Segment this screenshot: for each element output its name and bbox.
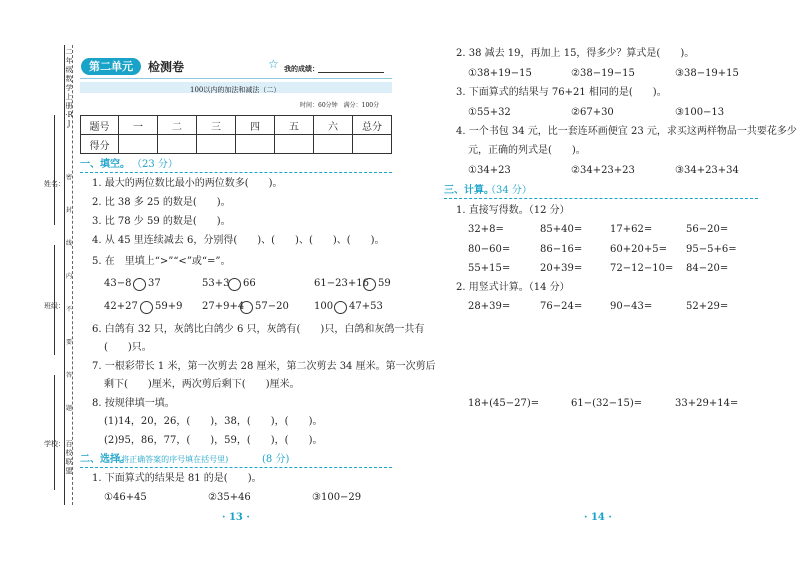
s2-q1-opt: ③100−29 — [312, 492, 362, 503]
score-cell[interactable] — [353, 135, 392, 154]
school-blank — [54, 375, 55, 490]
direct-item: 55+15= — [468, 263, 511, 274]
section1-title: 一、填空。 — [80, 159, 130, 170]
q5-right: 59+9 — [155, 301, 183, 312]
s2-q3-opt: ①55+32 — [468, 107, 511, 118]
q5-left: 43−8 — [104, 278, 132, 289]
direct-item: 60+20+5= — [610, 244, 667, 255]
compare-circle[interactable] — [228, 278, 241, 291]
section3-title: 三、计算。 — [444, 185, 494, 196]
vertical-item: 33+29+14= — [675, 398, 739, 409]
q4: 4. 从 45 里连续减去 6，分别得( )、( )、( )、( )。 — [92, 235, 385, 246]
seal-char: 线 — [66, 240, 73, 247]
class-blank — [54, 245, 55, 355]
score-row-label: 得分 — [81, 135, 119, 154]
q5-left: 42+27 — [104, 301, 138, 312]
bottom-note: 百校联盟 — [65, 440, 73, 475]
section3-points: （34 分） — [486, 185, 532, 196]
score-header: 一 — [119, 116, 158, 135]
s2-q2-opt: ①38+19−15 — [468, 68, 532, 79]
compare-circle[interactable] — [140, 301, 153, 314]
my-score-label: 我的成绩： — [284, 64, 319, 73]
seal-char: 不 — [66, 306, 73, 313]
name-blank — [54, 115, 55, 225]
name-label: 姓名： — [44, 180, 65, 188]
score-header: 二 — [158, 116, 197, 135]
section2-rule — [80, 467, 392, 468]
q5-right: 59 — [378, 278, 391, 289]
direct-item: 80−60= — [468, 244, 511, 255]
score-cell[interactable] — [236, 135, 275, 154]
q8-part1: (1)14，20，26，( )，38，( )，( )。 — [104, 416, 323, 427]
q5-right: 47+53 — [349, 301, 383, 312]
q1: 1. 最大的两位数比最小的两位数多( )。 — [92, 178, 283, 189]
q7-line1: 7. 一根彩带长 1 米，第一次剪去 28 厘米，第二次剪去 34 厘米。第一次剪后 — [92, 361, 436, 372]
q7-line2: 剩下( )厘米，两次剪后剩下( )厘米。 — [104, 379, 300, 390]
seal-char: 答 — [66, 372, 73, 379]
compare-circle[interactable] — [133, 278, 146, 291]
q8: 8. 按规律填一填。 — [92, 398, 175, 409]
score-header: 五 — [275, 116, 314, 135]
vertical-item: 28+39= — [468, 301, 511, 312]
q5-right: 66 — [243, 278, 256, 289]
vertical-item: 61−(32−15)= — [571, 398, 643, 409]
s3-sub1: 1. 直接写得数。（12 分） — [456, 205, 570, 216]
seal-char: 内 — [66, 273, 73, 280]
s2-q2: 2. 38 减去 19，再加上 15，得多少？算式是( )。 — [456, 48, 695, 59]
direct-item: 72−12−10= — [610, 263, 674, 274]
q5-left: 100 — [314, 301, 334, 312]
score-header: 四 — [236, 116, 275, 135]
seal-char: 密 — [66, 174, 73, 181]
q6-line2: ( )只。 — [104, 342, 152, 353]
q3: 3. 比 78 少 59 的数是( )。 — [92, 216, 231, 227]
q5-left: 53+3 — [202, 278, 230, 289]
q5: 5. 在 里填上“>”“<”或“=”。 — [92, 256, 231, 267]
compare-circle[interactable] — [334, 301, 347, 314]
q2: 2. 比 38 多 25 的数是( )。 — [92, 197, 231, 208]
s2-q4-opt: ②34+23+23 — [571, 165, 635, 176]
q5-left: 61−23+16 — [314, 278, 369, 289]
score-header: 题号 — [81, 116, 119, 135]
s2-q2-opt: ②38−19−15 — [571, 68, 635, 79]
header-rule — [80, 78, 392, 79]
section2-title: 二、选择。 — [80, 454, 130, 465]
q8-part2: (2)95，86，77，( )，59，( )，( )。 — [104, 435, 323, 446]
section2-note: (将正确答案的序号填在括号里) — [118, 455, 229, 464]
score-blank — [318, 72, 384, 73]
score-table — [80, 115, 392, 154]
direct-item: 84−20= — [686, 263, 729, 274]
page-title: 检测卷 — [148, 60, 185, 74]
compare-circle[interactable] — [240, 301, 253, 314]
seal-char: 封 — [66, 207, 73, 214]
vertical-item: 18+(45−27)= — [468, 398, 540, 409]
s2-q2-opt: ③38−19+15 — [675, 68, 739, 79]
s2-q4-opt: ③34+23+34 — [675, 165, 739, 176]
q5-right: 37 — [148, 278, 161, 289]
direct-item: 95−5+6= — [686, 244, 737, 255]
vertical-item: 76−24= — [540, 301, 583, 312]
q6-line1: 6. 白鸽有 32 只，灰鸽比白鸽少 6 只，灰鸽有( )只，白鸽和灰鸽一共有 — [92, 324, 425, 335]
direct-item: 20+39= — [540, 263, 583, 274]
direct-item: 86−16= — [540, 244, 583, 255]
vertical-item: 52+29= — [686, 301, 729, 312]
star-icon: ☆ — [268, 57, 279, 71]
direct-item: 85+40= — [540, 224, 583, 235]
page-number-left: · 13 · — [222, 512, 250, 523]
score-header: 六 — [314, 116, 353, 135]
direct-item: 32+8= — [468, 224, 504, 235]
s2-q3-opt: ③100−13 — [675, 107, 725, 118]
s2-q1: 1. 下面算式的结果是 81 的是( )。 — [92, 473, 262, 484]
vertical-item: 90−43= — [610, 301, 653, 312]
section1-rule — [80, 172, 392, 173]
score-cell[interactable] — [119, 135, 158, 154]
s2-q3: 3. 下面算式的结果与 76+21 相同的是( )。 — [456, 87, 667, 98]
class-label: 班级： — [44, 302, 65, 310]
s2-q1-opt: ①46+45 — [104, 492, 147, 503]
subtitle: 100以内的加法和减法（二） — [190, 86, 281, 94]
time-score: 时间：60分钟 满分：100分 — [300, 102, 380, 109]
book-info: 二年级数学上册·RJ — [65, 48, 73, 128]
section1-points: （23 分） — [132, 159, 178, 170]
q5-left: 27+9+4 — [202, 301, 245, 312]
score-cell[interactable] — [158, 135, 197, 154]
s2-q4-line1: 4. 一个书包 34 元，比一套连环画便宜 23 元，求买这两样物品一共要花多少 — [456, 126, 797, 137]
unit-badge: 第二单元 — [81, 58, 141, 75]
score-cell[interactable] — [197, 135, 236, 154]
section3-rule — [444, 198, 758, 199]
score-cell[interactable] — [275, 135, 314, 154]
compare-circle[interactable] — [363, 278, 376, 291]
score-header: 三 — [197, 116, 236, 135]
seal-char: 要 — [66, 339, 73, 346]
direct-item: 56−20= — [686, 224, 729, 235]
page-number-right: · 14 · — [584, 512, 612, 523]
score-header: 总分 — [353, 116, 392, 135]
school-label: 学校： — [44, 440, 65, 448]
s3-sub2: 2. 用竖式计算。（14 分） — [456, 282, 570, 293]
score-cell[interactable] — [314, 135, 353, 154]
direct-item: 17+62= — [610, 224, 653, 235]
seal-char: 题 — [66, 405, 73, 412]
s2-q4-opt: ①34+23 — [468, 165, 511, 176]
s2-q3-opt: ②67+30 — [571, 107, 614, 118]
s2-q1-opt: ②35+46 — [208, 492, 251, 503]
section2-points: (8 分) — [262, 454, 290, 465]
q5-right: 57−20 — [255, 301, 289, 312]
s2-q4-line2: 元，正确的列式是( )。 — [468, 145, 586, 156]
